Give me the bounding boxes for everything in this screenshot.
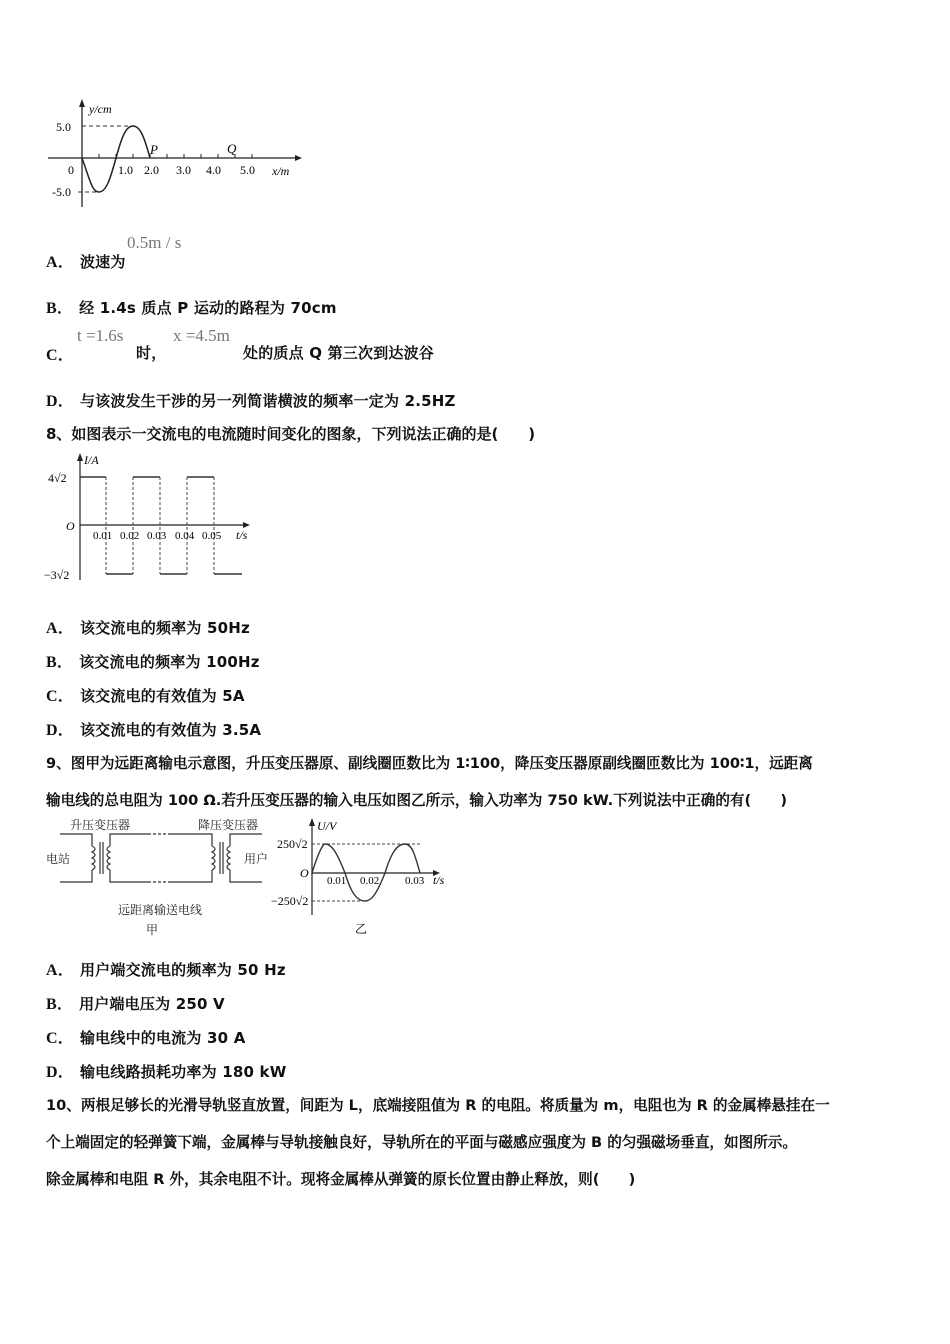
q7-option-c: C． <box>46 347 74 364</box>
q7-option-a-math: 0.5m / s <box>127 233 182 252</box>
q8-option-b: B． 该交流电的频率为 100Hz <box>46 653 260 671</box>
x-tick-5: 5.0 <box>240 163 255 177</box>
x-axis-label: t/s <box>236 528 248 542</box>
x-tick-3: 3.0 <box>176 163 191 177</box>
x-tick-2: 2.0 <box>144 163 159 177</box>
q7-option-c-math-t: t =1.6s <box>77 326 124 345</box>
q9-option-d: D． 输电线路损耗功率为 180 kW <box>46 1063 287 1081</box>
x-tick-4: 4.0 <box>206 163 221 177</box>
q10-stem-line2: 个上端固定的轻弹簧下端，金属棒与导轨接触良好，导轨所在的平面与磁感应强度为 B 的匀强磁场垂直，如图所示。 <box>46 1134 797 1151</box>
q7-option-c-text: 处的质点 Q 第三次到达波谷 <box>243 344 434 362</box>
step-down-transformer-label: 降压变压器 <box>198 818 259 832</box>
x-tick-2: 0.02 <box>360 875 380 887</box>
figure-a-caption: 甲 <box>146 923 159 937</box>
q7-option-d: D． 与该波发生干涉的另一列简谐横波的频率一定为 2.5HZ <box>46 392 456 410</box>
x-tick-2: 0.02 <box>120 530 140 542</box>
y-axis-label: I/A <box>84 453 99 467</box>
x-tick-4: 0.04 <box>175 530 195 542</box>
x-tick-1: 0.01 <box>327 875 347 887</box>
x-axis-label: x/m <box>272 164 290 178</box>
q7-option-c-math-x: x =4.5m <box>173 326 230 345</box>
q8-stem: 8、如图表示一交流电的电流随时间变化的图象，下列说法正确的是( ) <box>46 425 536 443</box>
q9-stem-line1: 9、图甲为远距离输电示意图，升压变压器原、副线圈匝数比为 1∶100，降压变压器原副线圈匝数比为 100∶1，远距离 <box>46 755 813 772</box>
y-tick-top: 5.0 <box>56 120 71 134</box>
y-tick-bottom: -5.0 <box>52 185 71 199</box>
q7-option-a: A． 波速为 <box>46 253 126 271</box>
point-p-label: P <box>150 142 158 157</box>
transmission-diagram-figure <box>40 818 280 943</box>
y-bottom-label: −250√2 <box>271 894 309 908</box>
power-station-label: 电站 <box>46 852 71 866</box>
x-tick-3: 0.03 <box>405 875 425 887</box>
y-axis-label: y/cm <box>89 102 112 116</box>
x-tick-5: 0.05 <box>202 530 222 542</box>
q9-option-b: B． 用户端电压为 250 V <box>46 995 225 1013</box>
voltage-graph-figure <box>265 815 460 940</box>
point-q-label: Q <box>227 141 237 156</box>
q9-stem-line2: 输电线的总电阻为 100 Ω.若升压变压器的输入电压如图乙所示，输入功率为 750 kW.下列说法中正确的有( ) <box>46 792 788 809</box>
x-tick-1: 0.01 <box>93 530 113 542</box>
q7-option-b: B． 经 1.4s 质点 P 运动的路程为 70cm <box>46 299 337 317</box>
x-tick-1: 1.0 <box>118 163 133 177</box>
y-bottom-label: −3√2 <box>44 568 70 582</box>
y-top-label: 4√2 <box>48 471 67 485</box>
figure-b-caption: 乙 <box>355 922 368 936</box>
q8-option-a: A． 该交流电的频率为 50Hz <box>46 619 250 637</box>
x-tick-0: 0 <box>68 163 74 177</box>
q10-stem-line3: 除金属棒和电阻 R 外，其余电阻不计。现将金属棒从弹簧的原长位置由静止释放，则( ) <box>46 1171 636 1188</box>
user-label: 用户 <box>244 852 269 866</box>
q9-option-c: C． 输电线中的电流为 30 A <box>46 1029 246 1047</box>
q8-option-d: D． 该交流电的有效值为 3.5A <box>46 721 262 739</box>
wave-graph-figure <box>40 95 310 210</box>
y-top-label: 250√2 <box>277 837 308 851</box>
y-axis-label: U/V <box>317 819 337 833</box>
transmission-line-label: 远距离输送电线 <box>118 903 203 917</box>
q8-option-c: C． 该交流电的有效值为 5A <box>46 687 245 705</box>
x-axis-label: t/s <box>433 873 445 887</box>
current-graph-figure <box>40 450 260 585</box>
q7-option-c-mid: 时， <box>136 344 167 362</box>
q9-option-a: A． 用户端交流电的频率为 50 Hz <box>46 961 286 979</box>
origin-label: O <box>300 866 309 880</box>
q10-stem-line1: 10、两根足够长的光滑导轨竖直放置，间距为 L，底端接阻值为 R 的电阻。将质量为 m，电阻也为 R 的金属棒悬挂在一 <box>46 1097 830 1114</box>
origin-label: O <box>66 519 75 533</box>
step-up-transformer-label: 升压变压器 <box>70 818 131 832</box>
x-tick-3: 0.03 <box>147 530 167 542</box>
